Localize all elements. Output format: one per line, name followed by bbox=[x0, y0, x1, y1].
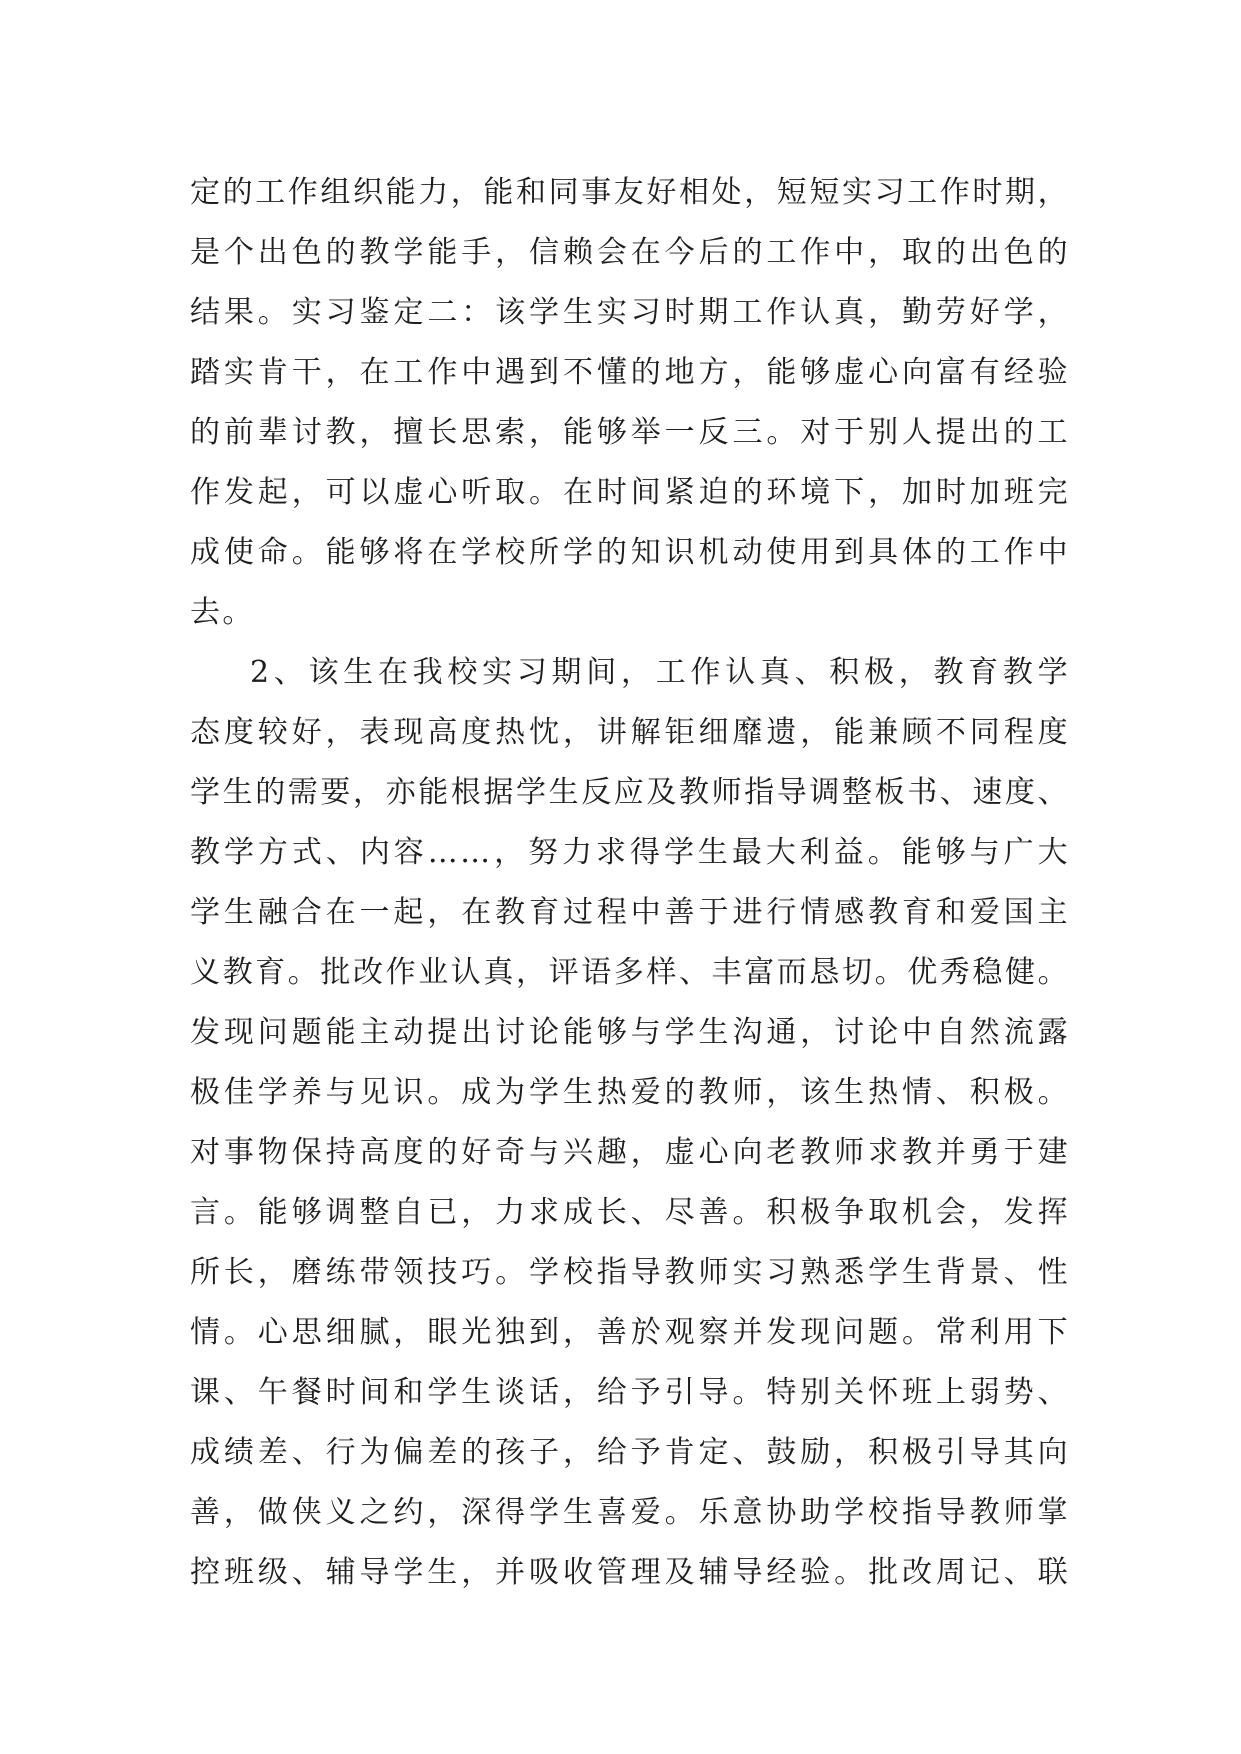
text-line: 对事物保持高度的好奇与兴趣，虚心向老教师求教并勇于建 bbox=[190, 1135, 1070, 1170]
paragraph-end-line: 去。 bbox=[190, 595, 255, 630]
text-line: 课、午餐时间和学生谈话，给予引导。特别关怀班上弱势、 bbox=[190, 1375, 1070, 1410]
text-line: 义教育。批改作业认真，评语多样、丰富而恳切。优秀稳健。 bbox=[190, 955, 1070, 990]
text-line: 发现问题能主动提出讨论能够与学生沟通，讨论中自然流露 bbox=[190, 1015, 1070, 1050]
text-line: 定的工作组织能力，能和同事友好相处，短短实习工作时期， bbox=[190, 175, 1070, 210]
text-line: 所长，磨练带领技巧。学校指导教师实习熟悉学生背景、性 bbox=[190, 1255, 1070, 1290]
text-line: 控班级、辅导学生，并吸收管理及辅导经验。批改周记、联 bbox=[190, 1555, 1070, 1590]
text-line: 学生的需要，亦能根据学生反应及教师指导调整板书、速度、 bbox=[190, 775, 1070, 810]
text-line: 教学方式、内容……，努力求得学生最大利益。能够与广大 bbox=[190, 835, 1070, 870]
text-line: 的前辈讨教，擅长思索，能够举一反三。对于别人提出的工 bbox=[190, 415, 1070, 450]
text-line: 学生融合在一起，在教育过程中善于进行情感教育和爱国主 bbox=[190, 895, 1070, 930]
text-line: 作发起，可以虚心听取。在时间紧迫的环境下，加时加班完 bbox=[190, 475, 1070, 510]
text-line: 极佳学养与见识。成为学生热爱的教师，该生热情、积极。 bbox=[190, 1075, 1070, 1110]
text-line: 情。心思细腻，眼光独到，善於观察并发现问题。常利用下 bbox=[190, 1315, 1070, 1350]
paragraph-first-line: 2、该生在我校实习期间，工作认真、积极，教育教学 bbox=[250, 655, 1070, 690]
text-line: 善，做侠义之约，深得学生喜爱。乐意协助学校指导教师掌 bbox=[190, 1495, 1070, 1530]
text-line: 言。能够调整自已，力求成长、尽善。积极争取机会，发挥 bbox=[190, 1195, 1070, 1230]
text-line: 成使命。能够将在学校所学的知识机动使用到具体的工作中 bbox=[190, 535, 1070, 570]
document-body bbox=[190, 163, 1070, 1603]
text-line: 是个出色的教学能手，信赖会在今后的工作中，取的出色的 bbox=[190, 235, 1070, 270]
text-line: 结果。实习鉴定二：该学生实习时期工作认真，勤劳好学， bbox=[190, 295, 1070, 330]
text-line: 踏实肯干，在工作中遇到不懂的地方，能够虚心向富有经验 bbox=[190, 355, 1070, 390]
text-line: 成绩差、行为偏差的孩子，给予肯定、鼓励，积极引导其向 bbox=[190, 1435, 1070, 1470]
text-line: 态度较好，表现高度热忱，讲解钜细靡遗，能兼顾不同程度 bbox=[190, 715, 1070, 750]
